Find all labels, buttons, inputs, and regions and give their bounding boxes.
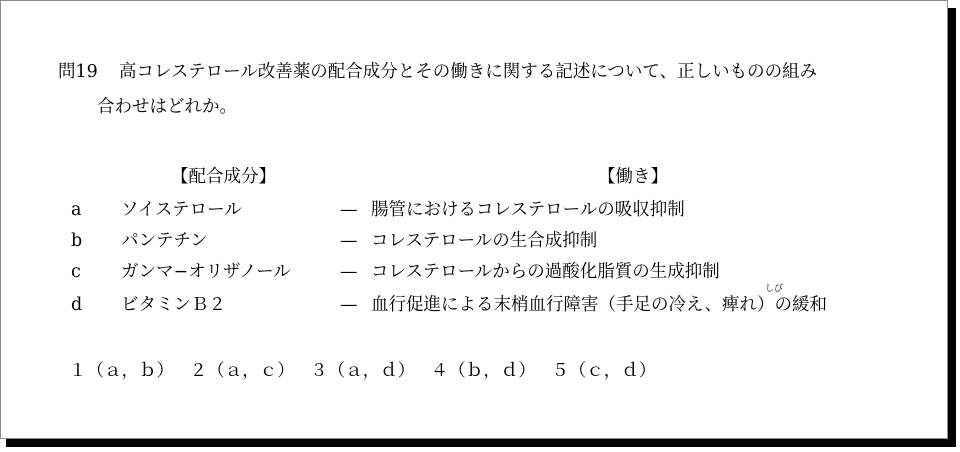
answer-option-3[interactable]: ３（ａ，ｄ） [310, 361, 416, 381]
statement-action: コレステロールからの過酸化脂質の生成抑制 [371, 262, 720, 282]
statement-ingredient: ガンマ−オリザノール [121, 262, 291, 282]
statement-letter: a [71, 200, 82, 220]
header-ingredient: 【配合成分】 [171, 167, 276, 187]
statement-row-c [1, 264, 949, 286]
statement-dash: — [340, 231, 358, 251]
statement-action: 腸管におけるコレステロールの吸収抑制 [371, 200, 685, 220]
statement-row-d [1, 297, 949, 319]
answer-option-4[interactable]: ４（ｂ，ｄ） [430, 361, 536, 381]
statement-dash: — [340, 200, 358, 220]
page-shadow-right [948, 8, 956, 446]
furigana-reading: しび [765, 284, 784, 294]
statement-dash: — [340, 262, 358, 282]
header-action: 【働き】 [598, 167, 668, 187]
statement-letter: d [71, 295, 83, 315]
answer-option-1[interactable]: １（ａ，ｂ） [69, 361, 174, 381]
statement-action: コレステロールの生合成抑制 [371, 231, 598, 251]
statement-letter: c [71, 262, 81, 282]
answer-option-2[interactable]: ２（ａ，ｃ） [189, 361, 295, 381]
question-number: 問19 [58, 62, 98, 82]
statement-ingredient: ソイステロール [121, 200, 242, 220]
statement-letter: b [71, 231, 83, 251]
question-text-line2: 合わせはどれか。 [97, 97, 237, 117]
statement-action: 血行促進による末梢血行障害（手足の冷え、痺れ）の緩和 [371, 295, 828, 315]
answer-option-5[interactable]: ５（ｃ，ｄ） [551, 361, 657, 381]
statement-dash: — [340, 295, 358, 315]
statement-ingredient: ビタミンＢ２ [121, 295, 226, 315]
question-text-line1: 高コレステロール改善薬の配合成分とその働きに関する記述について、正しいものの組み [119, 62, 818, 82]
answer-options [69, 363, 666, 381]
statement-row-b [1, 233, 949, 255]
page-shadow-bottom [6, 439, 956, 447]
statement-row-a [1, 202, 949, 224]
statement-ingredient: パンテチン [121, 231, 208, 251]
